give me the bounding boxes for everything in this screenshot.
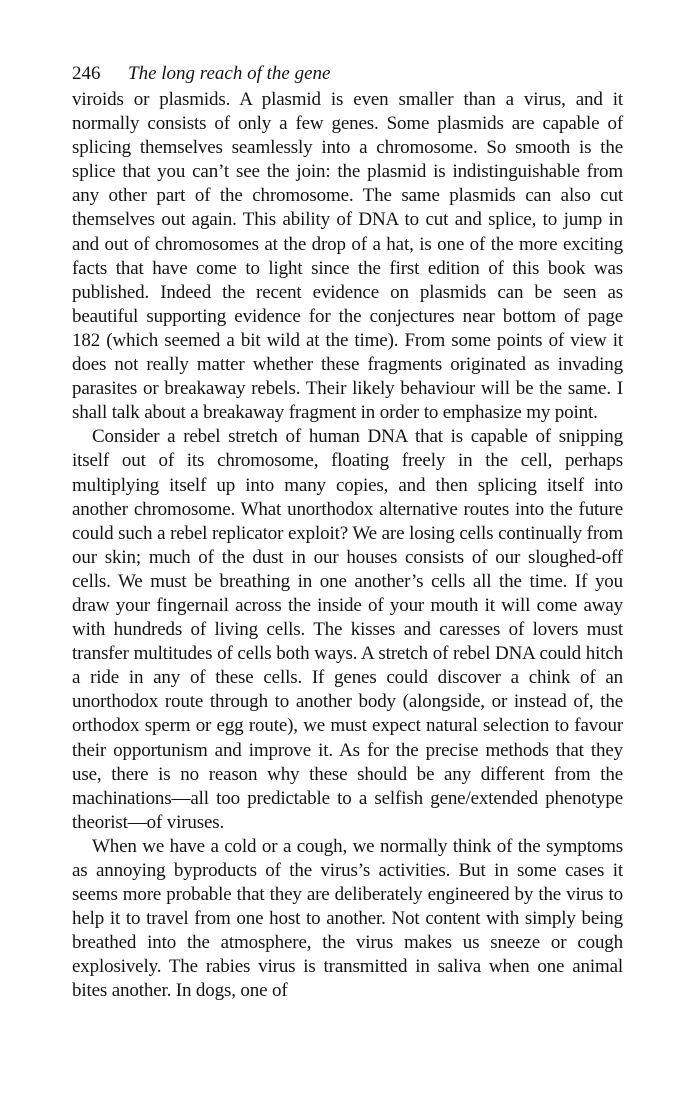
paragraph-continued: viroids or plasmids. A plasmid is even smaller than a virus, and it normally consists of only a few genes. Some plasmids are capable of splicing themselves seamlessly into a chromosome. So smooth is the splice that you can’t see the join: the plasmid is indistinguishable from any other part of the chromosome. The same plasmids can also cut themselves out again. This ability of DNA to cut and splice, to jump in and out of chromosomes at the drop of a hat, is one of the more exciting facts that have come to light since the first edition of this book was published. Indeed the recent evidence on plasmids can be seen as beautiful supporting evidence for the conjectures near bottom of page 182 (which seemed a bit wild at the time). From some points of view it does not really matter whether these fragments originated as invading parasites or breakaway rebels. Their likely behaviour will be the same. I shall talk about a breakaway fragment in order to emphasize my point. xyxy=(72,89,623,424)
book-page xyxy=(72,62,623,1004)
running-head-title: The long reach of the gene xyxy=(128,63,331,84)
running-head xyxy=(72,62,623,86)
page-number: 246 xyxy=(72,63,101,84)
body-text xyxy=(72,88,623,1004)
paragraph-rebel-dna: Consider a rebel stretch of human DNA that is capable of snipping itself out of its chromosome, floating freely in the cell, perhaps multiplying itself up into many copies, and then splicing itself into another chromosome. What unorthodox alternative routes into the future could such a rebel replicator exploit? We are losing cells continually from our skin; much of the dust in our houses consists of our sloughed-off cells. We must be breathing in one another’s cells all the time. If you draw your fingernail across the inside of your mouth it will come away with hundreds of living cells. The kisses and caresses of lovers must transfer multitudes of cells both ways. A stretch of rebel DNA could hitch a ride in any of these cells. If genes could discover a chink of an unorthodox route through to another body (alongside, or instead of, the orthodox sperm or egg route), we must expect natural selection to favour their opportunism and improve it. As for the precise methods that they use, there is no reason why these should be any different from the machinations—all too predictable to a selfish gene/extended phenotype theorist—of viruses. xyxy=(72,426,623,833)
paragraph-cold-cough: When we have a cold or a cough, we normally think of the symptoms as annoying byproducts of the virus’s activities. But in some cases it seems more probable that they are deliberately engineered by the virus to help it to travel from one host to another. Not content with simply being breathed into the atmosphere, the virus makes us sneeze or cough explosively. The rabies virus is transmitted in saliva when one animal bites another. In dogs, one of xyxy=(72,835,623,1002)
